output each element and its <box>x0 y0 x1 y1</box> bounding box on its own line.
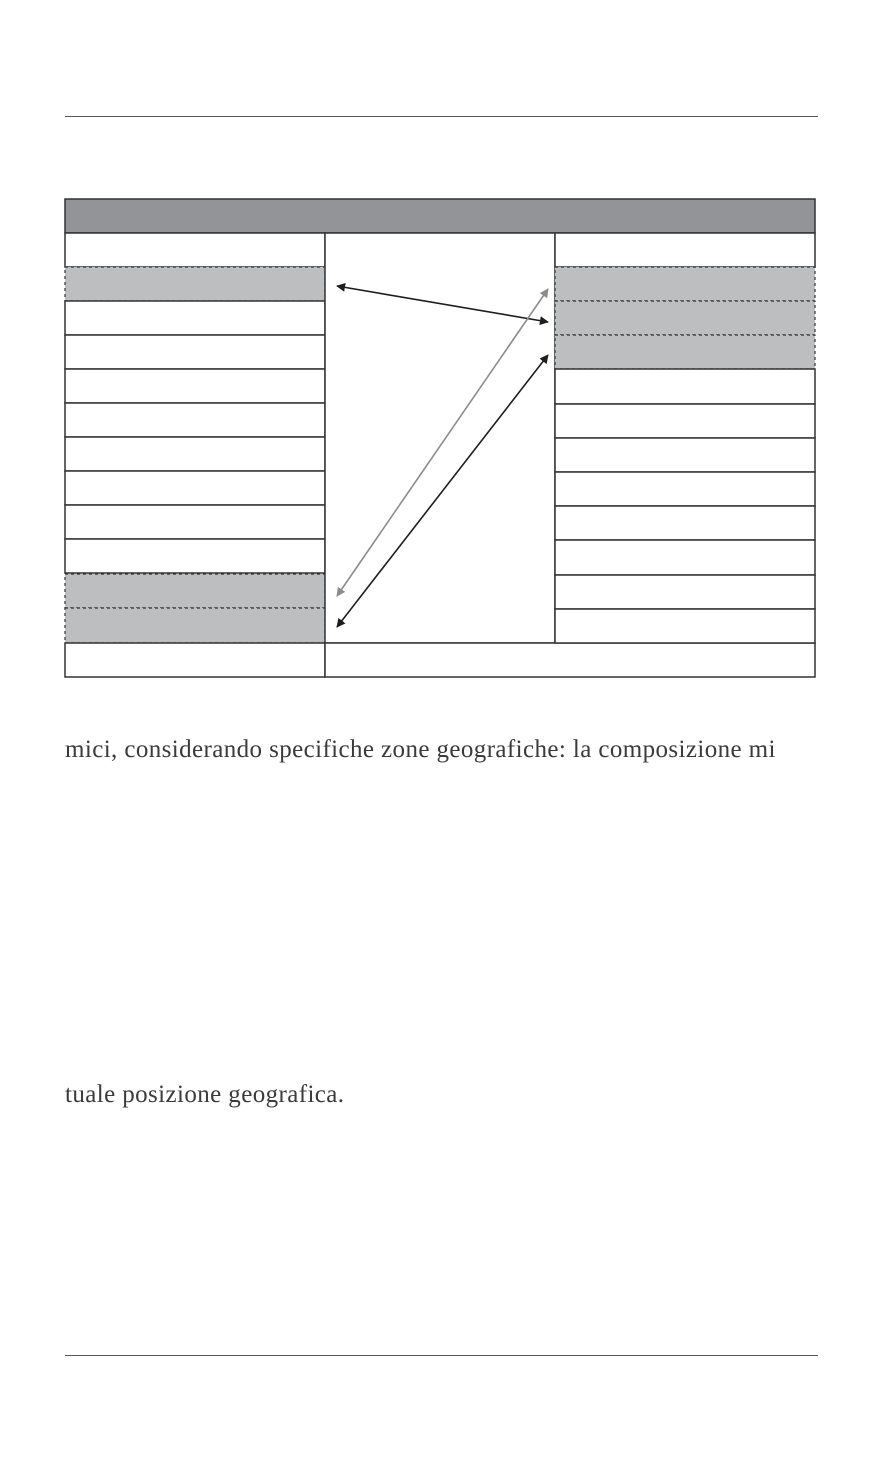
right-row-1 <box>555 233 815 267</box>
left-row-5 <box>65 369 325 403</box>
left-row-8 <box>65 471 325 505</box>
body-text-line-2: tuale posizione geografica. <box>65 1081 345 1108</box>
right-column <box>555 233 815 643</box>
left-row-13 <box>65 643 325 677</box>
middle-column <box>325 233 555 643</box>
left-column <box>65 233 325 677</box>
right-row-11 <box>555 575 815 609</box>
left-row-7 <box>65 437 325 471</box>
right-row-4-highlighted <box>555 335 815 369</box>
left-row-6 <box>65 403 325 437</box>
right-row-3-highlighted <box>555 301 815 335</box>
right-row-6 <box>555 404 815 438</box>
left-row-12-highlighted <box>65 608 325 643</box>
body-text-line-1: mici, considerando specifiche zone geografiche: la composizione mi <box>65 736 776 763</box>
right-row-12 <box>555 609 815 643</box>
left-row-9 <box>65 505 325 539</box>
diagram-header-bar <box>65 199 815 233</box>
right-row-2-highlighted <box>555 267 815 301</box>
comparison-diagram <box>0 0 880 700</box>
right-row-8 <box>555 472 815 506</box>
right-row-10 <box>555 540 815 575</box>
left-row-11-highlighted <box>65 574 325 608</box>
left-row-1 <box>65 233 325 267</box>
bottom-span-row <box>325 643 815 677</box>
left-row-4 <box>65 335 325 369</box>
diagram-canvas <box>0 0 880 700</box>
right-row-7 <box>555 438 815 472</box>
right-row-9 <box>555 506 815 540</box>
left-row-3 <box>65 301 325 335</box>
left-row-2-highlighted <box>65 267 325 301</box>
footer-rule <box>65 1355 818 1356</box>
left-row-10 <box>65 539 325 573</box>
right-row-5 <box>555 369 815 404</box>
